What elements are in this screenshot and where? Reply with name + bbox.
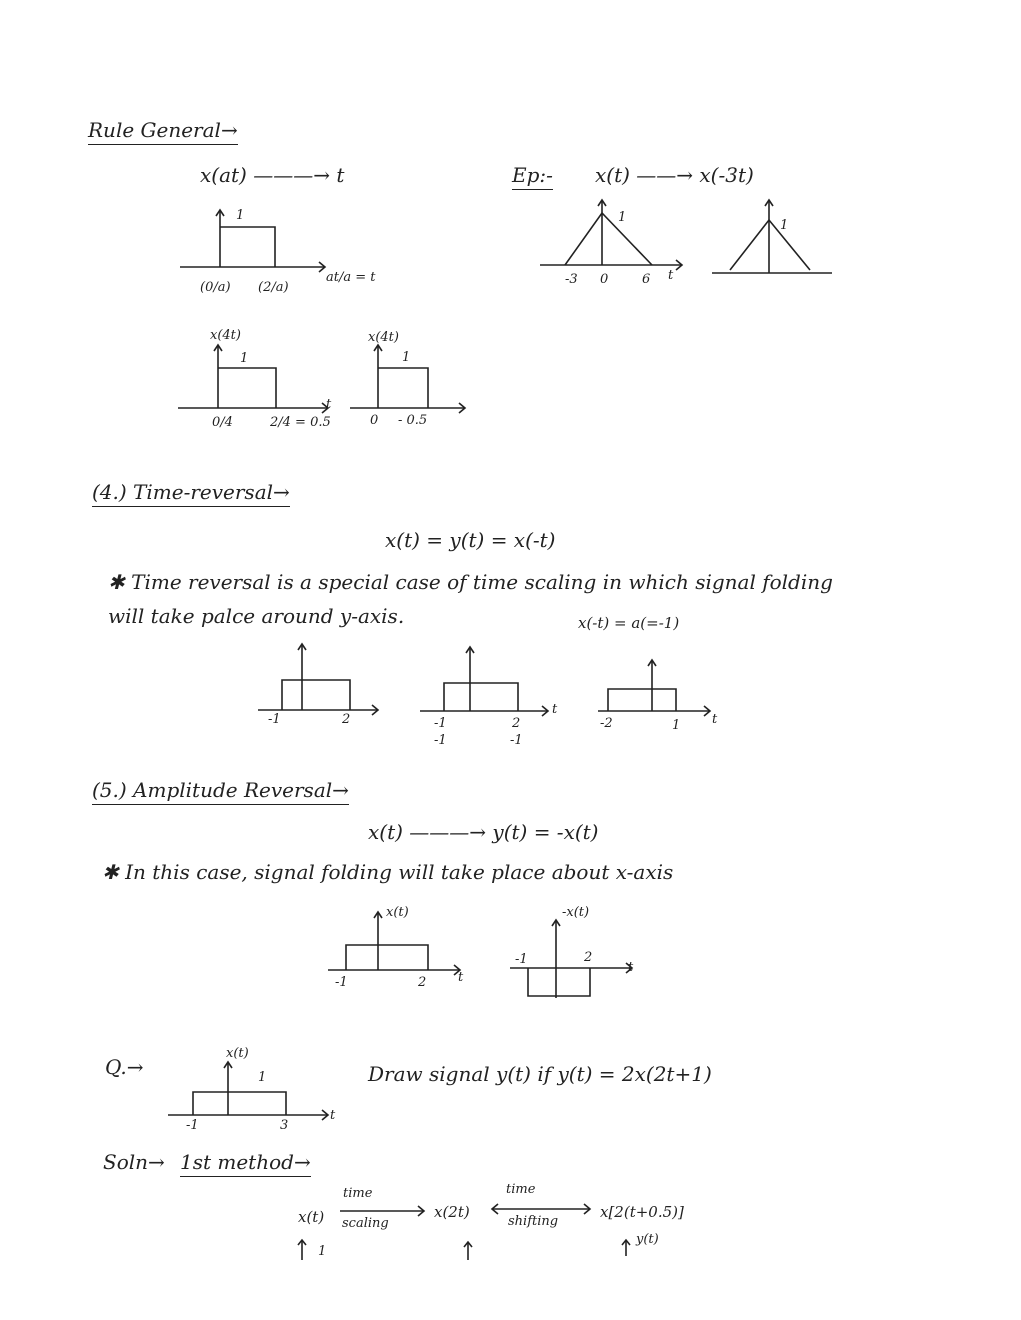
reversal-fig3-axis-label: t bbox=[712, 712, 718, 727]
amp-fig2-tick-right: 2 bbox=[584, 950, 593, 965]
time-reversal-side-eq: x(-t) = a(=-1) bbox=[578, 614, 680, 632]
chain-end-label: y(t) bbox=[636, 1232, 659, 1247]
amp-fig1-tick-right: 2 bbox=[418, 975, 427, 990]
question-tick-right: 3 bbox=[280, 1118, 289, 1133]
example-peak-2: 1 bbox=[780, 218, 789, 233]
x4t-label-1: x(4t) bbox=[210, 328, 241, 343]
chain-start-up-arrow bbox=[296, 1238, 308, 1262]
example-label: Ep:- bbox=[512, 163, 553, 190]
example-peak-1: 1 bbox=[618, 210, 627, 225]
general-level-label: 1 bbox=[236, 208, 245, 223]
amp-fig2-ylabel: -x(t) bbox=[562, 905, 590, 920]
x4t-level-1: 1 bbox=[240, 351, 249, 366]
chain-op1-bottom: scaling bbox=[342, 1216, 389, 1231]
question-level: 1 bbox=[258, 1070, 267, 1085]
rule-general-mapping: x(at) ———→ t bbox=[200, 163, 345, 187]
triangle-graph-scaled bbox=[712, 195, 837, 275]
chain-mid-up-arrow bbox=[462, 1240, 474, 1262]
question-tick-left: -1 bbox=[186, 1118, 199, 1133]
x4t-tick-2a: 0 bbox=[370, 413, 379, 428]
reversal-fig2-axis-label: t bbox=[552, 702, 558, 717]
chain-start-mark: 1 bbox=[318, 1244, 327, 1259]
rect-pulse-graph-general bbox=[175, 205, 335, 275]
chain-op2-top: time bbox=[506, 1182, 536, 1197]
reversal-fig3-tick-right: 1 bbox=[672, 718, 681, 733]
question-axis-label: t bbox=[330, 1108, 336, 1123]
rule-general-heading: Rule General→ bbox=[88, 118, 238, 145]
chain-end: x[2(t+0.5)] bbox=[600, 1203, 684, 1221]
x4t-graph-2 bbox=[350, 343, 475, 413]
question-graph bbox=[168, 1060, 338, 1122]
amplitude-reversal-equation: x(t) ———→ y(t) = -x(t) bbox=[368, 820, 599, 844]
reversal-fig1-tick-left: -1 bbox=[268, 712, 281, 727]
x4t-label-2: x(4t) bbox=[368, 330, 399, 345]
chain-op2-bottom: shifting bbox=[508, 1214, 559, 1229]
question-text: Draw signal y(t) if y(t) = 2x(2t+1) bbox=[368, 1062, 712, 1086]
solution-label: Soln→ bbox=[103, 1150, 165, 1174]
reversal-fig2-tick-right-num: 2 bbox=[512, 716, 521, 731]
amplitude-reversal-note: ✱ In this case, signal folding will take place about x-axis bbox=[102, 860, 674, 884]
general-tick-2: (2/a) bbox=[258, 280, 289, 295]
time-reversal-note-2: will take palce around y-axis. bbox=[108, 604, 405, 628]
amp-fig1-ylabel: x(t) bbox=[386, 905, 409, 920]
chain-end-up-arrow bbox=[620, 1238, 632, 1258]
x4t-level-2: 1 bbox=[402, 350, 411, 365]
time-reversal-note-1: ✱ Time reversal is a special case of time scaling in which signal folding bbox=[108, 570, 833, 594]
solution-method: 1st method→ bbox=[180, 1150, 311, 1177]
general-tick-1: (0/a) bbox=[200, 280, 231, 295]
chain-start: x(t) bbox=[298, 1208, 325, 1226]
reversal-fig1-tick-right: 2 bbox=[342, 712, 351, 727]
reversal-graph-original bbox=[258, 642, 383, 714]
amp-graph-original bbox=[328, 910, 468, 975]
x4t-tick-1a: 0/4 bbox=[212, 415, 233, 430]
x4t-graph-1 bbox=[178, 343, 338, 413]
question-ylabel: x(t) bbox=[226, 1046, 249, 1061]
amp-graph-reversed bbox=[510, 918, 640, 1000]
general-axis-label: at/a = t bbox=[326, 270, 376, 285]
example-tick-left: -3 bbox=[565, 272, 578, 287]
chain-mid: x(2t) bbox=[434, 1203, 470, 1221]
amp-fig2-tick-left: -1 bbox=[515, 952, 528, 967]
example-axis-label: t bbox=[668, 268, 674, 283]
reversal-graph-result bbox=[598, 658, 716, 716]
question-label: Q.→ bbox=[105, 1055, 144, 1079]
reversal-fig2-tick-left-num: -1 bbox=[434, 716, 447, 731]
reversal-fig2-tick-left-den: -1 bbox=[434, 733, 447, 748]
example-tick-mid: 0 bbox=[600, 272, 609, 287]
amp-fig1-axis-label: t bbox=[458, 970, 464, 985]
amp-fig2-axis-label: t bbox=[628, 960, 634, 975]
x4t-tick-1b: 2/4 = 0.5 bbox=[270, 415, 331, 430]
x4t-axis-1: t bbox=[326, 397, 332, 412]
reversal-fig3-tick-left: -2 bbox=[600, 716, 613, 731]
reversal-graph-intermediate bbox=[420, 645, 558, 717]
x4t-tick-2b: - 0.5 bbox=[398, 413, 428, 428]
reversal-fig2-tick-right-den: -1 bbox=[510, 733, 523, 748]
triangle-graph-original bbox=[540, 195, 690, 275]
time-reversal-equation: x(t) = y(t) = x(-t) bbox=[385, 528, 556, 552]
time-reversal-heading: (4.) Time-reversal→ bbox=[92, 480, 290, 507]
chain-op1-top: time bbox=[343, 1186, 373, 1201]
example-tick-right: 6 bbox=[642, 272, 651, 287]
example-mapping: x(t) ——→ x(-3t) bbox=[595, 163, 754, 187]
amp-fig1-tick-left: -1 bbox=[335, 975, 348, 990]
amplitude-reversal-heading: (5.) Amplitude Reversal→ bbox=[92, 778, 349, 805]
